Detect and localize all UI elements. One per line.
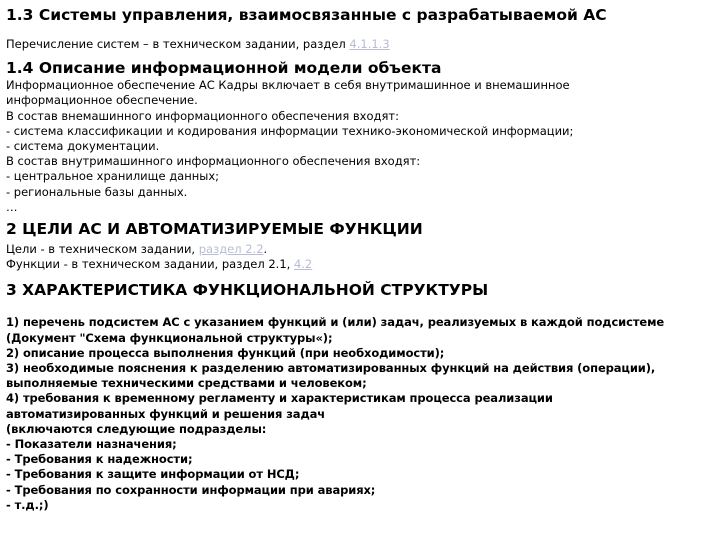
goals-line — [6, 242, 716, 257]
list-item: 3) необходимые пояснения к разделению автоматизированных функций на действия (операции), — [6, 361, 656, 376]
section-2-body — [6, 242, 716, 272]
list-item: - Требования по сохранности информации при авариях; — [6, 482, 376, 497]
paragraph-line: Информационное обеспечение АС Кадры включает в себя внутримашинное и внемашинное — [6, 78, 570, 93]
section-3-body — [6, 315, 716, 513]
list-item: 2) описание процесса выполнения функций (при необходимости); — [6, 345, 445, 360]
list-item: выполняемые техническими средствами и человеком; — [6, 376, 367, 391]
list-item: 1) перечень подсистем АС с указанием функций и (или) задач, реализуемых в каждой подсистеме — [6, 315, 665, 330]
section-1-4 — [6, 59, 716, 215]
functions-line — [6, 257, 716, 272]
section-1-4-body — [6, 78, 716, 215]
list-item: - центральное хранилище данных; — [6, 169, 220, 184]
list-item: автоматизированных функций и решения задач — [6, 406, 326, 421]
list-item: - Требования к надежности; — [6, 452, 193, 467]
list-item: (включаются следующие подразделы: — [6, 421, 267, 436]
ellipsis-line: … — [6, 199, 18, 214]
section-3-heading: 3 ХАРАКТЕРИСТИКА ФУНКЦИОНАЛЬНОЙ СТРУКТУРЫ — [6, 281, 489, 300]
list-item: - т.д.;) — [6, 497, 49, 512]
section-1-3-heading: 1.3 Системы управления, взаимосвязанные с разрабатываемой АС — [6, 6, 607, 24]
section-3 — [6, 281, 716, 513]
paragraph-line: В состав внутримашинного информационного обеспечения входят: — [6, 154, 421, 169]
section-2-heading: 2 ЦЕЛИ АС И АВТОМАТИЗИРУЕМЫЕ ФУНКЦИИ — [6, 220, 423, 239]
functions-prefix: Функции - в техническом задании, раздел 2.1, — [6, 257, 294, 272]
paragraph-line: В состав внемашинного информационного обеспечения входят: — [6, 108, 399, 123]
section-1-3-text — [6, 37, 716, 52]
section-1-3-link[interactable]: 4.1.1.3 — [349, 37, 390, 51]
goals-suffix: . — [263, 242, 268, 257]
list-item: (Документ "Схема функциональной структуры«); — [6, 330, 333, 345]
section-1-3 — [6, 6, 716, 52]
functions-link[interactable]: 4.2 — [293, 257, 313, 272]
list-item: 4) требования к временному регламенту и характеристикам процесса реализации — [6, 391, 553, 406]
list-item: - система классификации и кодирования информации технико-экономической информации; — [6, 123, 574, 138]
paragraph-line: информационное обеспечение. — [6, 93, 198, 108]
list-item: - система документации. — [6, 139, 160, 154]
section-2 — [6, 220, 716, 272]
list-item: - Требования к защите информации от НСД; — [6, 467, 300, 482]
goals-link[interactable]: раздел 2.2 — [198, 242, 264, 257]
section-1-4-heading: 1.4 Описание информационной модели объекта — [6, 59, 442, 78]
document-page — [6, 6, 716, 513]
section-1-3-text-prefix: Перечисление систем – в техническом задании, раздел — [6, 37, 350, 51]
list-item: - региональные базы данных. — [6, 184, 188, 199]
list-item: - Показатели назначения; — [6, 437, 177, 452]
goals-prefix: Цели - в техническом задании, — [6, 242, 199, 257]
